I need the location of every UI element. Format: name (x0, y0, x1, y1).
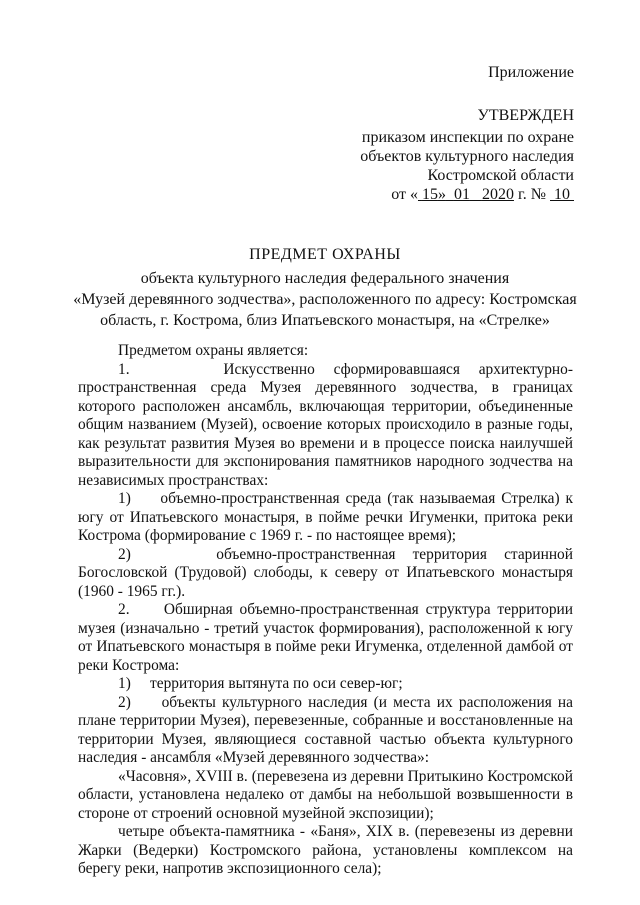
paragraph-subitem-2-2: 2) объекты культурного наследия (и места их расположения на плане территории Музея), перевезенные, собранные и восстановленные на территории Музея, являющиеся составной частью объекта культурного наследия - ансамбля «Музей деревянного зодчества»: (78, 693, 573, 766)
paragraph-chapel: «Часовня», XVIII в. (перевезена из деревни Притыкино Костромской области, установлена недалеко от дамбы на небольшой возвышенности в стороне от строений основной музейной экспозиции); (78, 767, 573, 822)
subject-line-2: «Музей деревянного зодчества», расположенного по адресу: Костромская (73, 291, 577, 308)
approval-date-line (360, 185, 574, 204)
approval-line-1: приказом инспекции по охране (361, 129, 574, 146)
subject-block (60, 244, 590, 331)
date-month: 01 2020 (453, 186, 514, 203)
annex-label: Приложение (488, 64, 574, 81)
subject-line-3: область, г. Кострома, близ Ипатьевского монастыря, на «Стрелке» (100, 312, 550, 329)
date-suffix: г. № (517, 186, 546, 203)
date-prefix: от « (391, 186, 418, 203)
approval-heading: УТВЕРЖДЕН (477, 107, 574, 124)
document-body (78, 342, 573, 879)
date-day: 15 (421, 186, 438, 203)
paragraph-subitem-1-1: 1) объемно-пространственная среда (так называемая Стрелка) к югу от Ипатьевского монастыря, в пойме речки Игуменки, притока реки Кострома (формирование с 1969 г. - по настоящее время); (78, 490, 573, 544)
subject-line-1: объекта культурного наследия федерального значения (140, 270, 510, 287)
date-month-sep: » (437, 186, 446, 203)
approval-block (360, 106, 574, 204)
order-number: 10 (554, 186, 570, 203)
paragraph-item-2: 2. Обширная объемно-пространственная структура территории музея (изначально - третий участок формирования), расположенной к югу от Ипатьевского монастыря в пойме реки Игуменка, отделенной дамбой от реки Кострома: (78, 601, 573, 674)
subject-title: ПРЕДМЕТ ОХРАНЫ (249, 246, 401, 263)
approval-line-3: Костромской области (427, 167, 574, 184)
paragraph-bath: четыре объекта-памятника - «Баня», XIX в. (перевезены из деревни Жарки (Ведерки) Костромского района, установлены комплексом на берегу реки, напротив экспозиционного села); (78, 823, 573, 877)
approval-line-2: объектов культурного наследия (360, 148, 574, 165)
paragraph-subitem-1-2: 2) объемно-пространственная территория старинной Богословской (Трудовой) слободы, к северу от Ипатьевского монастыря (1960 - 1965 гг.). (78, 545, 573, 600)
paragraph-item-1: 1. Искусственно сформировавшаяся архитектурно-пространственная среда Музея деревянного зодчества, в границах которого расположен ансамбль, включающая территории, объединенные общим названием (Музей), освоение которых происходило в разные годы, как результат развития Музея во времени и в процессе поиска наилучшей выразительности для экспонирования памятников народного зодчества на независимых пространствах: (78, 360, 573, 489)
paragraph-subitem-2-1: 1) территория вытянута по оси север-юг; (118, 675, 403, 692)
paragraph-intro: Предметом охраны является: (118, 342, 309, 359)
